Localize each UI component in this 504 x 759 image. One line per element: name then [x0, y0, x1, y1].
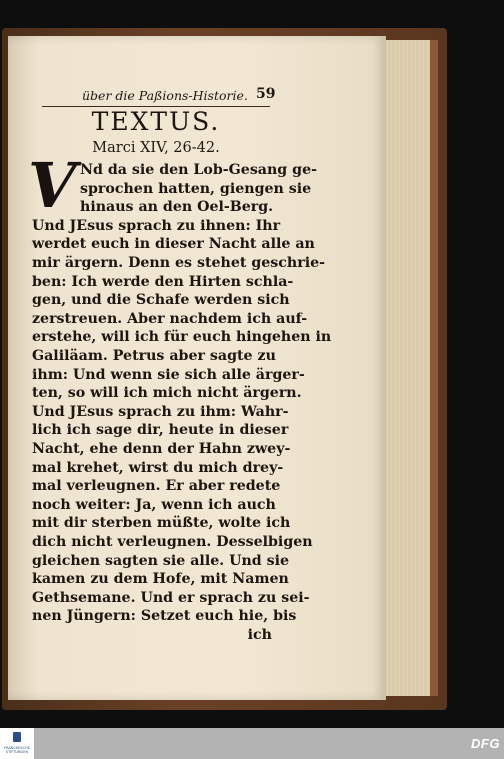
drop-initial: V — [28, 149, 77, 222]
page-header — [82, 88, 282, 108]
text-line: lich ich sage dir, heute in dieser — [32, 422, 289, 439]
text-line: Und JEsus sprach zu ihnen: Ihr — [32, 217, 281, 234]
text-line: Und JEsus sprach zu ihm: Wahr- — [32, 403, 289, 420]
text-line: ihm: Und wenn sie sich alle ärger- — [32, 366, 305, 383]
cover-edge — [430, 40, 438, 696]
text-line: mir ärgern. Denn es stehet geschrie- — [32, 255, 326, 271]
viewer-footer-bar — [0, 728, 504, 759]
text-line: mal krehet, wirst du mich drey- — [32, 459, 284, 476]
text-line: ten, so will ich mich nicht ärgern. — [32, 385, 302, 402]
text-line: Gethsemane. Und er sprach zu sei- — [32, 589, 310, 606]
text-line: Nd da sie den Lob-Gesang ge- — [80, 162, 318, 178]
bible-reference: Marci XIV, 26-42. — [92, 140, 220, 156]
logo-icon — [13, 732, 21, 742]
text-line: nen Jüngern: Setzet euch hie, bis — [32, 608, 297, 625]
running-head: über die Paßions-Historie. — [82, 88, 248, 103]
dfg-logo[interactable]: DFG — [471, 736, 500, 751]
page-edges — [386, 40, 434, 696]
text-line: mit dir sterben müßte, wolte ich — [32, 515, 291, 532]
text-line: noch weiter: Ja, wenn ich auch — [32, 496, 276, 513]
text-line: mal verleugnen. Er aber redete — [32, 478, 281, 495]
text-line: hinaus an den Oel-Berg. — [80, 199, 274, 216]
text-line: Galiläam. Petrus aber sagte zu — [32, 348, 276, 364]
text-line: zerstreuen. Aber nachdem ich auf- — [32, 310, 308, 327]
text-line: ich — [247, 627, 272, 643]
text-line: erstehe, will ich für euch hingehen in — [32, 329, 332, 346]
text-line: gleichen sagten sie alle. Und sie — [32, 552, 290, 569]
page-number: 59 — [256, 86, 276, 102]
text-line: dich nicht verleugnen. Desselbigen — [32, 534, 313, 550]
page-title: TEXTUS. — [91, 107, 221, 136]
logo-text: FRANCKESCHE STIFTUNGEN — [4, 746, 30, 754]
text-line: gen, und die Schafe werden sich — [32, 292, 290, 309]
text-line: ben: Ich werde den Hirten schla- — [32, 273, 294, 290]
text-line: sprochen hatten, giengen sie — [80, 180, 312, 197]
text-line: kamen zu dem Hofe, mit Namen — [32, 571, 289, 588]
text-line: Nacht, ehe denn der Hahn zwey- — [32, 441, 291, 457]
text-line: werdet euch in dieser Nacht alle an — [32, 236, 315, 253]
